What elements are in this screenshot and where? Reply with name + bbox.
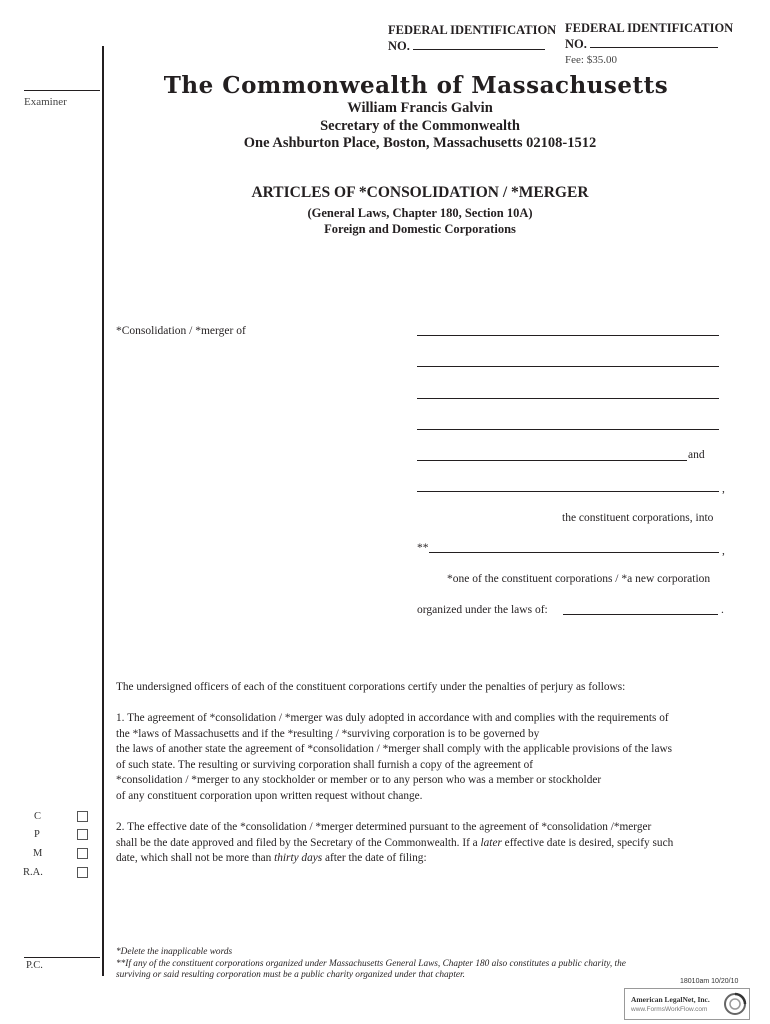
- checkbox-c[interactable]: [77, 811, 88, 822]
- examiner-label: Examiner: [24, 96, 67, 108]
- publisher-logo: [624, 988, 750, 1020]
- constituent-into-text: the constituent corporations, into: [562, 512, 714, 524]
- one-of-text: *one of the constituent corporations / *a new corporation: [447, 573, 711, 585]
- comma-1: ,: [722, 483, 725, 495]
- corporation-field-2[interactable]: [417, 366, 719, 367]
- corporation-field-6[interactable]: [417, 491, 719, 492]
- laws-of-field[interactable]: [563, 614, 718, 615]
- secretary-title: Secretary of the Commonwealth: [320, 118, 520, 134]
- fedid-left-label: FEDERAL IDENTIFICATION: [388, 23, 557, 37]
- p1-line: of any constituent corporation upon written request without change.: [116, 789, 423, 802]
- paragraph-2: [116, 820, 726, 867]
- footnotes: [116, 947, 736, 982]
- form-title: ARTICLES OF *CONSOLIDATION / *MERGER: [251, 184, 589, 201]
- fedid-left-no: NO.: [388, 39, 410, 53]
- and-text: and: [688, 449, 705, 461]
- footnote-charity: **If any of the constituent corporations organized under Massachusetts General Laws, Chapter 180 also constitutes a public charity, the: [116, 958, 626, 969]
- secretary-name: William Francis Galvin: [347, 100, 493, 116]
- checkbox-m[interactable]: [77, 848, 88, 859]
- form-subtitle-type: Foreign and Domestic Corporations: [324, 222, 516, 236]
- fedid-left-field[interactable]: [413, 38, 545, 50]
- paragraph-1: [116, 711, 726, 804]
- consolidation-label: *Consolidation / *merger of: [116, 325, 246, 337]
- checkbox-p[interactable]: [77, 829, 88, 840]
- footnote-delete: *Delete the inapplicable words: [116, 947, 233, 957]
- fedid-right: [565, 20, 733, 68]
- sidebar-p-label: P: [34, 829, 40, 840]
- publisher-swirl-icon: [723, 992, 747, 1016]
- organized-under-text: organized under the laws of:: [417, 604, 548, 616]
- fedid-right-no: NO.: [565, 37, 587, 51]
- corporation-field-3[interactable]: [417, 398, 719, 399]
- sidebar-ra-label: R.A.: [23, 867, 43, 878]
- pc-label: P.C.: [26, 960, 43, 971]
- form-subtitle-law: (General Laws, Chapter 180, Section 10A): [307, 206, 533, 220]
- double-star: **: [417, 542, 429, 554]
- p1-line: the laws of another state the agreement of *consolidation / *merger shall comply with the applicable provisions of the laws: [116, 743, 673, 755]
- sidebar-m-label: M: [33, 848, 43, 859]
- commonwealth-title: The Commonwealth of Massachusetts: [163, 72, 669, 99]
- margin-rule: [102, 46, 104, 976]
- publisher-website[interactable]: www.FormsWorkFlow.com: [631, 1006, 708, 1013]
- pc-line: [24, 957, 100, 958]
- checkbox-ra[interactable]: [77, 867, 88, 878]
- comma-2: ,: [722, 545, 725, 557]
- certify-statement: The undersigned officers of each of the constituent corporations certify under the penalties of perjury as follows:: [116, 681, 626, 693]
- corporation-field-4[interactable]: [417, 429, 719, 430]
- examiner-line: [24, 90, 100, 91]
- fee-text: Fee: $35.00: [565, 54, 617, 66]
- footnote-charity-cont: surviving or said resulting corporation must be a public charity organized under that chapter.: [116, 970, 465, 980]
- corporation-field-5[interactable]: [417, 460, 687, 461]
- sidebar-c-label: C: [34, 811, 42, 822]
- surviving-corporation-field[interactable]: [429, 552, 719, 553]
- p1-line: 1. The agreement of *consolidation / *merger was duly adopted in accordance with and complies with the requirements of: [116, 712, 669, 724]
- p1-line: of such state. The resulting or surviving corporation shall furnish a copy of the agreement of: [116, 758, 534, 771]
- p2-line: date, which shall not be more than thirty days after the date of filing:: [116, 852, 427, 864]
- corporation-field-1[interactable]: [417, 335, 719, 336]
- p1-line: *consolidation / *merger to any stockholder or member or to any person who was a member or stockholder: [116, 774, 602, 786]
- period: .: [721, 604, 724, 616]
- p2-line: 2. The effective date of the *consolidation / *merger determined pursuant to the agreement of *consolidation /*merger: [116, 821, 652, 833]
- fedid-right-field[interactable]: [590, 36, 718, 48]
- p1-line: the *laws of Massachusetts and if the *resulting / *surviving corporation is to be governed by: [116, 727, 540, 740]
- fedid-right-label: FEDERAL IDENTIFICATION: [565, 21, 734, 35]
- form-code: 18010am 10/20/10: [680, 978, 739, 985]
- address: One Ashburton Place, Boston, Massachusetts 02108-1512: [243, 135, 597, 151]
- p2-line: shall be the date approved and filed by the Secretary of the Commonwealth. If a later effective date is desired, specify such: [116, 836, 674, 849]
- publisher-name: American LegalNet, Inc.: [631, 995, 710, 1004]
- fedid-left: [388, 22, 556, 54]
